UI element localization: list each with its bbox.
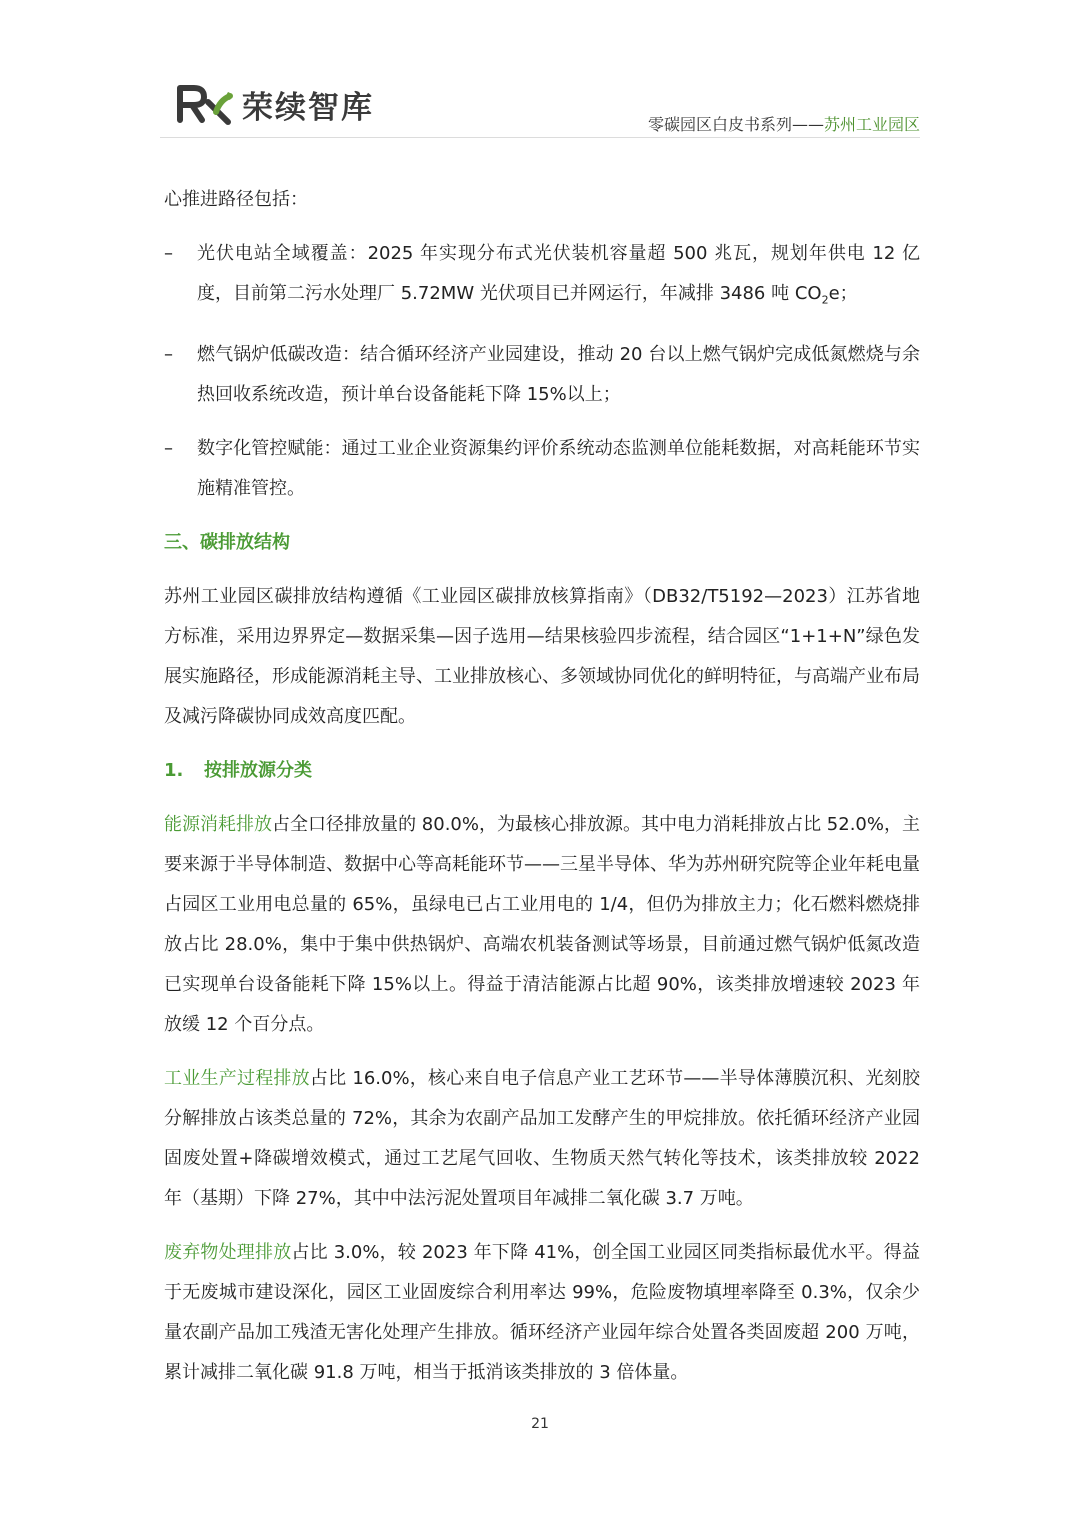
paragraph-text: 占比 16.0%，核心来自电子信息产业工艺环节——半导体薄膜沉积、光刻胶分解排放占该类总量的 72%，其余为农副产品加工发酵产生的甲烷排放。依托循环经济产业园固废处置+降碳增效模式，通过工艺尾气回收、生物质天然气转化等技术，该类排放较 2022 年（基期）下降 27%，其中中法污泥处置项目年减排二氧化碳 3.7 万吨。 bbox=[164, 1067, 921, 1209]
paragraph-text: 占比 3.0%，较 2023 年下降 41%，创全国工业园区同类指标最优水平。得益于无废城市建设深化，园区工业固废综合利用率达 99%，危险废物填埋率降至 0.3%，仅余少量农副产品加工残渣无害化处理产生排放。循环经济产业园年综合处置各类固废超 200 万吨，累计减排二氧化碳 91.8 万吨，相当于抵消该类排放的 3 倍体量。 bbox=[164, 1241, 921, 1383]
bullet-item-pv bbox=[164, 234, 920, 321]
paragraph-highlight: 能源消耗排放 bbox=[164, 813, 273, 835]
subsection-number: 1. bbox=[164, 759, 184, 781]
brand-name: 荣续智库 bbox=[242, 89, 374, 126]
co2-subscript: 2 bbox=[821, 293, 829, 307]
series-title bbox=[648, 112, 920, 135]
brand-logo bbox=[176, 80, 374, 128]
bullet-dash: – bbox=[164, 343, 173, 365]
bullet-text: 光伏电站全域覆盖：2025 年实现分布式光伏装机容量超 500 兆瓦，规划年供电 12 亿度，目前第二污水处理厂 5.72MW 光伏项目已并网运行，年减排 3486 吨 CO bbox=[197, 243, 920, 304]
rx-logo-icon bbox=[176, 82, 234, 126]
paragraph-waste bbox=[164, 1233, 920, 1393]
paragraph-text: 占全口径排放量的 80.0%，为最核心排放源。其中电力消耗排放占比 52.0%，主要来源于半导体制造、数据中心等高耗能环节——三星半导体、华为苏州研究院等企业年耗电量占园区工业用电总量的 65%，虽绿电已占工业用电的 1/4，但仍为排放主力；化石燃料燃烧排放占比 28.0%，集中于集中供热锅炉、高端农机装备测试等场景，目前通过燃气锅炉低氮改造已实现单台设备能耗下降 15%以上。得益于清洁能源占比超 90%，该类排放增速较 2023 年放缓 12 个百分点。 bbox=[164, 813, 920, 1035]
bullet-item-digital bbox=[164, 429, 920, 509]
section-paragraph: 苏州工业园区碳排放结构遵循《工业园区碳排放核算指南》（DB32/T5192—2023）江苏省地方标准，采用边界界定—数据采集—因子选用—结果核验四步流程，结合园区“1+1+N”绿色发展实施路径，形成能源消耗主导、工业排放核心、多领域协同优化的鲜明特征，与高端产业布局及减污降碳协同成效高度匹配。 bbox=[164, 585, 920, 727]
series-accent: 苏州工业园区 bbox=[823, 115, 920, 134]
subsection-label: 按排放源分类 bbox=[204, 759, 312, 781]
bullet-item-boiler bbox=[164, 335, 920, 415]
page-content bbox=[164, 180, 920, 1407]
bullet-text: 数字化管控赋能：通过工业企业资源集约评价系统动态监测单位能耗数据，对高耗能环节实施精准管控。 bbox=[197, 437, 920, 499]
bullet-text: 燃气锅炉低碳改造：结合循环经济产业园建设，推动 20 台以上燃气锅炉完成低氮燃烧与余热回收系统改造，预计单台设备能耗下降 15%以上； bbox=[197, 343, 920, 405]
paragraph-highlight: 废弃物处理排放 bbox=[164, 1241, 292, 1263]
paragraph-highlight: 工业生产过程排放 bbox=[164, 1067, 310, 1089]
section-title: 三、碳排放结构 bbox=[164, 531, 290, 553]
bullet-text-tail: e； bbox=[828, 283, 858, 304]
subsection-title bbox=[164, 751, 920, 791]
header-divider bbox=[160, 137, 920, 138]
bullet-dash: – bbox=[164, 437, 173, 459]
paragraph-energy bbox=[164, 805, 920, 1045]
page-number: 21 bbox=[531, 1416, 549, 1432]
bullet-dash: – bbox=[164, 243, 173, 264]
intro-line: 心推进路径包括： bbox=[164, 189, 308, 210]
series-prefix: 零碳园区白皮书系列—— bbox=[647, 115, 824, 134]
paragraph-industrial bbox=[164, 1059, 920, 1219]
